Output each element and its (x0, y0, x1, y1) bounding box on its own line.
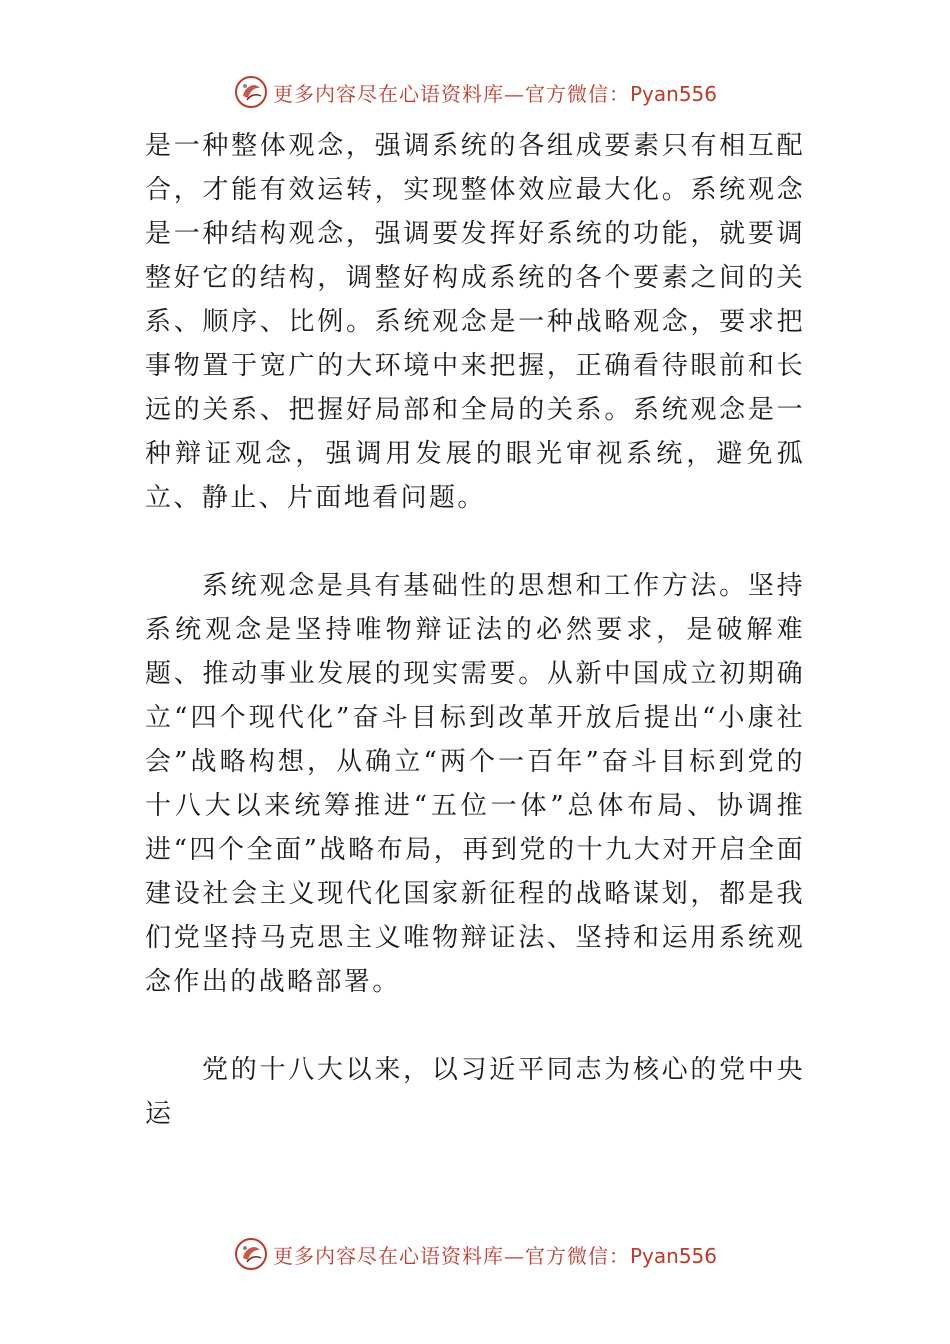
header-banner (0, 70, 950, 114)
header-banner-text: 更多内容尽在心语资料库—官方微信：Pyan556 (272, 81, 717, 106)
brand-logo-icon (233, 74, 269, 110)
paragraph-gap (145, 1004, 805, 1048)
paragraph-2: 系统观念是具有基础性的思想和工作方法。坚持系统观念是坚持唯物辩证法的必然要求，是破解难题、推动事业发展的现实需要。从新中国成立初期确立“四个现代化”奋斗目标到改革开放后提出“小康社会”战略构想，从确立“两个一百年”奋斗目标到党的十八大以来统筹推进“五位一体”总体布局、协调推进“四个全面”战略布局，再到党的十九大对开启全面建设社会主义现代化国家新征程的战略谋划，都是我们党坚持马克思主义唯物辩证法、坚持和运用系统观念作出的战略部署。 (145, 571, 805, 997)
footer-wechat-id: Pyan556 (629, 1243, 717, 1268)
paragraph-1: 是一种整体观念，强调系统的各组成要素只有相互配合，才能有效运转，实现整体效应最大化。系统观念是一种结构观念，强调要发挥好系统的功能，就要调整好它的结构，调整好构成系统的各个要素之间的关系、顺序、比例。系统观念是一种战略观念，要求把事物置于宽广的大环境中来把握，正确看待眼前和长远的关系、把握好局部和全局的关系。系统观念是一种辩证观念，强调用发展的眼光审视系统，避免孤立、静止、片面地看问题。 (145, 131, 805, 513)
footer-banner-text: 更多内容尽在心语资料库—官方微信：Pyan556 (272, 1243, 717, 1268)
brand-logo-icon (233, 1236, 269, 1272)
document-body (145, 124, 805, 1136)
paragraph-3: 党的十八大以来，以习近平同志为核心的党中央运 (145, 1055, 805, 1129)
header-wechat-id: Pyan556 (629, 81, 717, 106)
paragraph-gap (145, 520, 805, 564)
footer-banner (0, 1232, 950, 1276)
